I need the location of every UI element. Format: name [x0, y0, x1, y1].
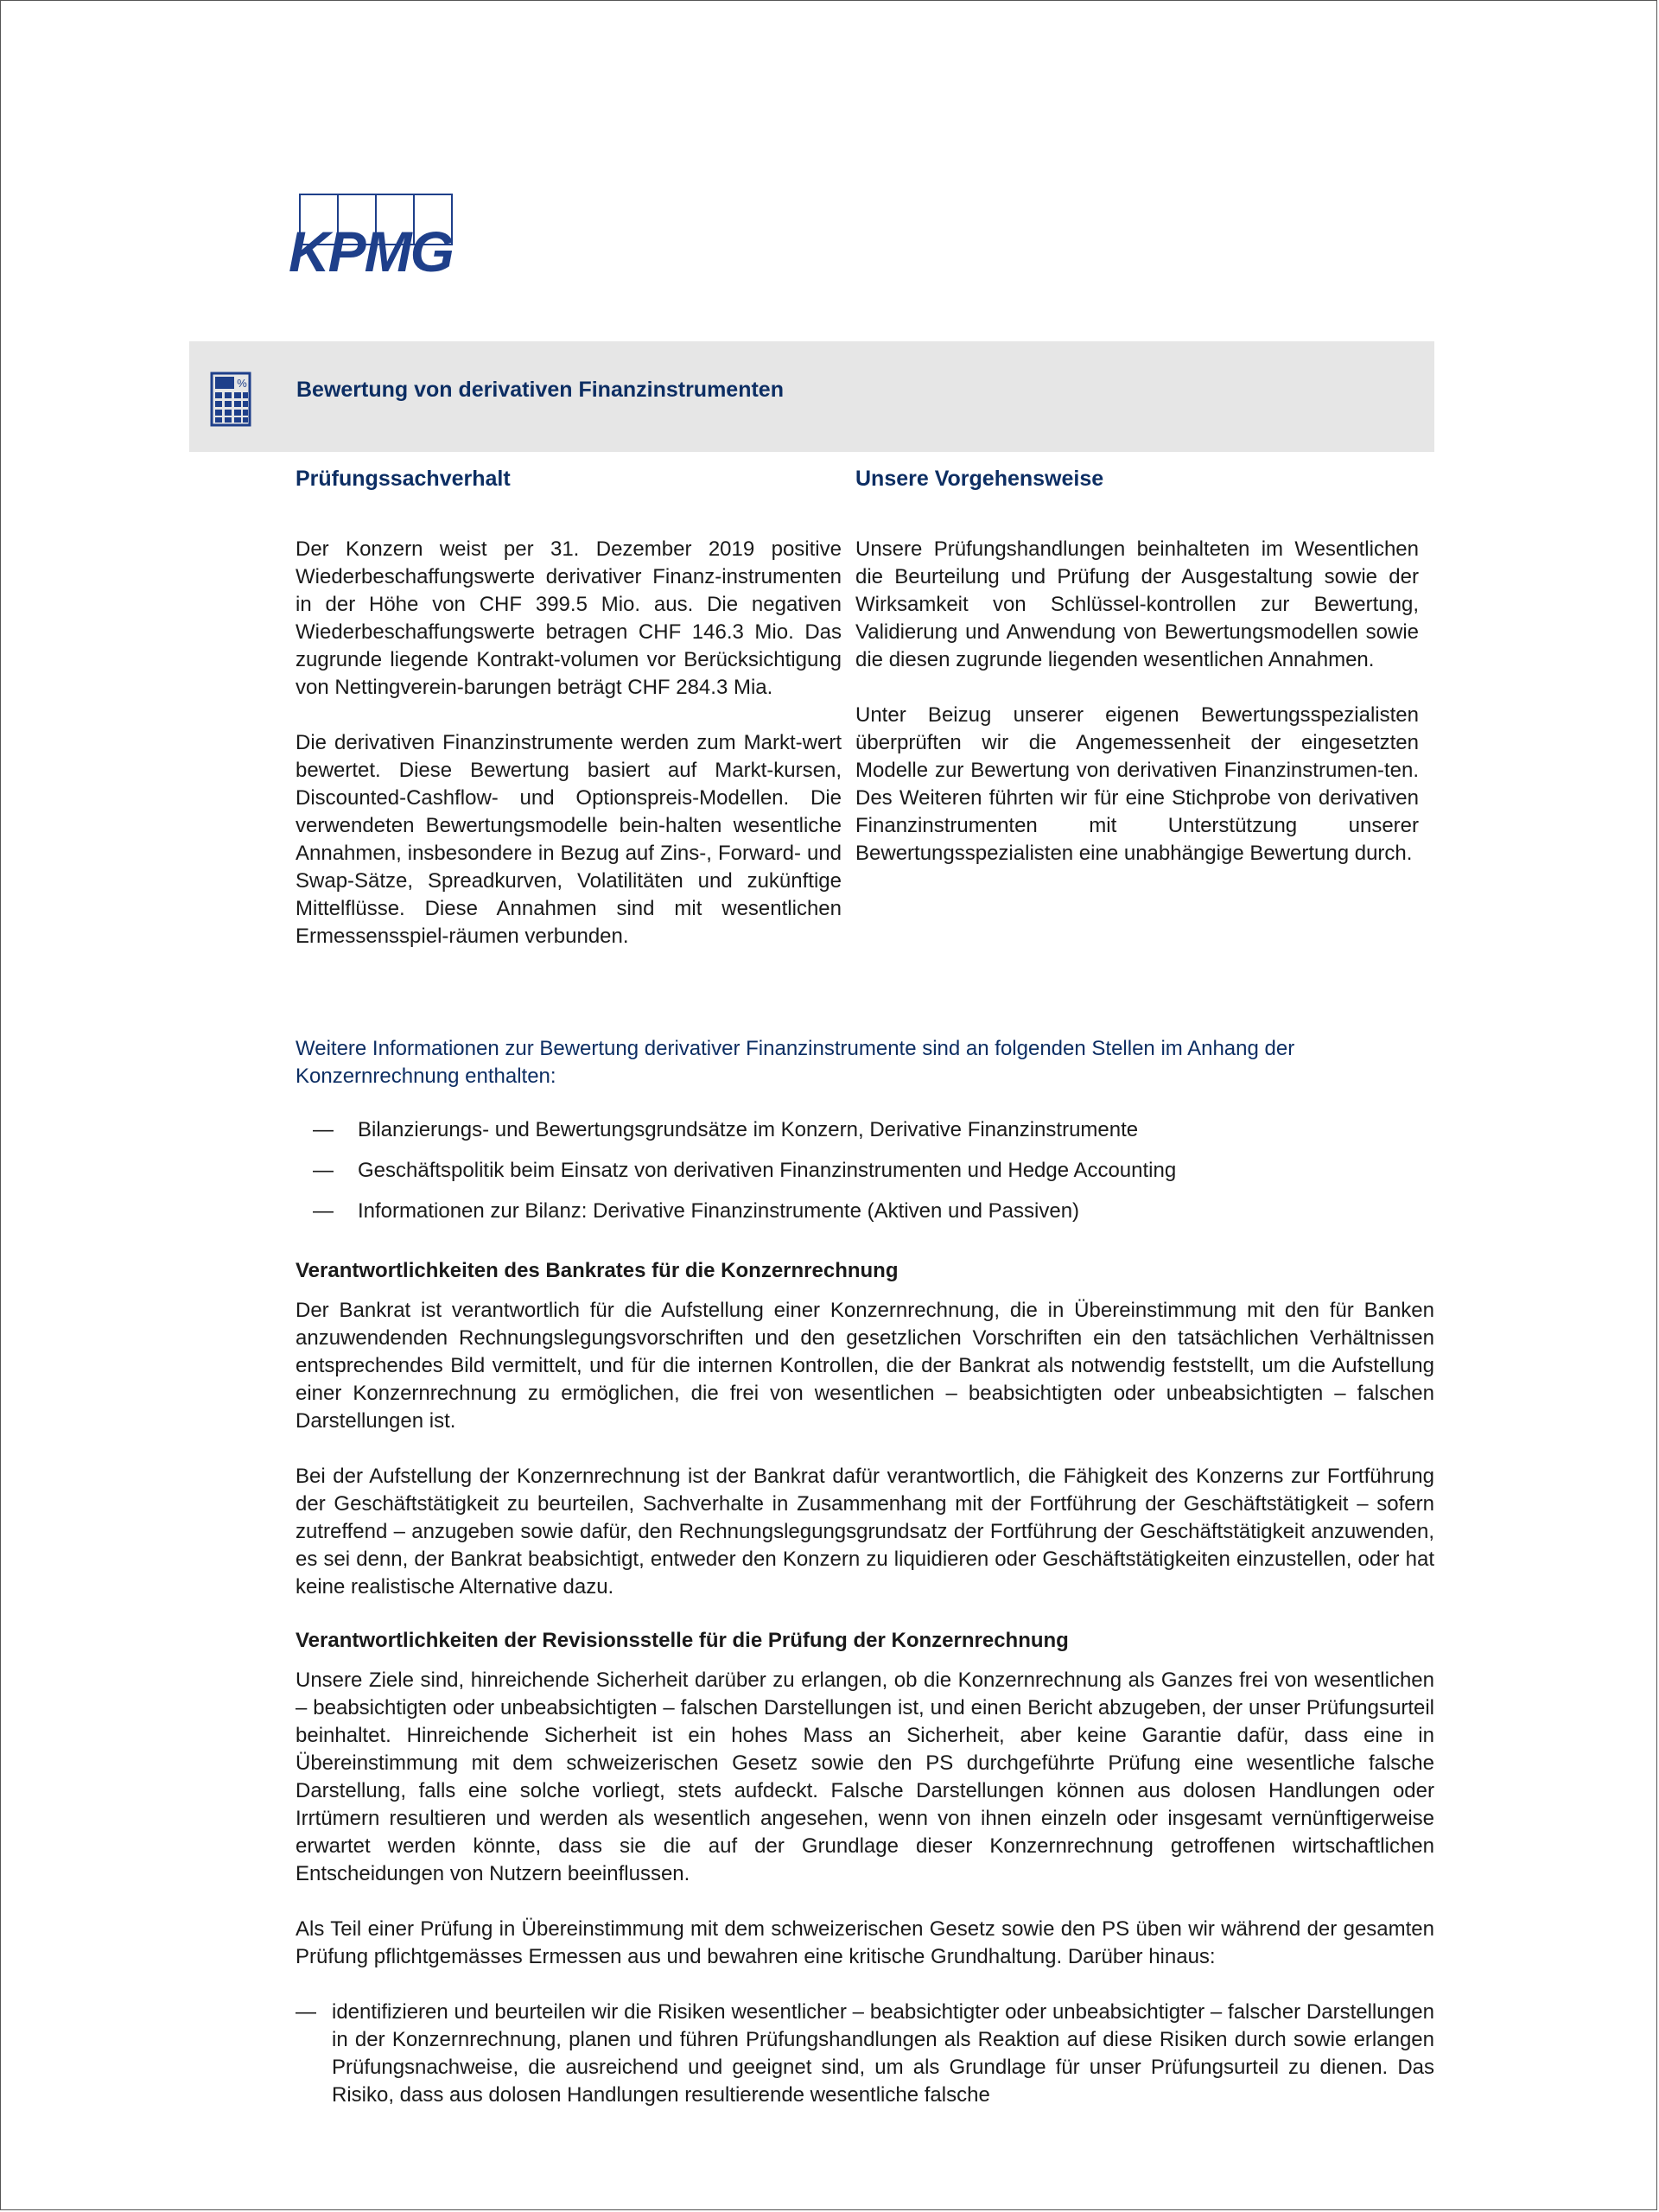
left-paragraph: Der Konzern weist per 31. Dezember 2019 positive Wiederbeschaffungswerte derivativer Finanz-instrumenten in der Höhe von CHF 399.5 Mio. aus. Die negativen Wiederbeschaffungswerte betragen CHF 146.3 Mio. Das zugrunde liegende Kontrakt-volumen vor Berücksichtigung von Nettingverein-barungen beträgt CHF 284.3 Mia.	[296, 537, 842, 699]
section-heading: Verantwortlichkeiten des Bankrates für die Konzernrechnung	[296, 1259, 899, 1282]
reference-list	[313, 1116, 1419, 1238]
list-item-text: Informationen zur Bilanz: Derivative Finanzinstrumente (Aktiven und Passiven)	[358, 1199, 1080, 1223]
revision-section	[296, 1627, 1434, 2109]
dash-bullet: —	[313, 1199, 334, 1223]
right-column	[855, 536, 1419, 895]
left-column	[296, 536, 842, 978]
svg-text:%: %	[237, 377, 247, 390]
bankrat-section	[296, 1257, 1434, 1629]
dash-bullet: —	[313, 1159, 334, 1182]
section-heading: Verantwortlichkeiten der Revisionsstelle für die Prüfung der Konzernrechnung	[296, 1629, 1069, 1652]
list-item	[296, 1999, 1434, 2109]
list-item-text: identifizieren und beurteilen wir die Risiken wesentlicher – beabsichtigter oder unbeabsichtigter – falscher Darstellungen in der Konzernrechnung, planen und führen Prüfungshandlungen als Reaktion auf diese Risiken durch sowie erlangen Prüfungsnachweise, die ausreichend und geeignet sind, um als Grundlage für unser Prüfungsurteil zu dienen. Das Risiko, dass aus dolosen Handlungen resultierende wesentliche falsche	[332, 2000, 1434, 2107]
kpmg-logo	[289, 194, 479, 283]
section-paragraph: Als Teil einer Prüfung in Übereinstimmung mit dem schweizerischen Gesetz sowie den PS üben wir während der gesamten Prüfung pflichtgemässes Ermessen aus und bewahren eine kritische Grundhaltung. Darüber hinaus:	[296, 1917, 1434, 1968]
section-paragraph: Der Bankrat ist verantwortlich für die Aufstellung einer Konzernrechnung, die in Übereinstimmung mit den für Banken anzuwendenden Rechnungslegungsvorschriften und den gesetzlichen Vorschriften ein den tatsächlichen Verhältnissen entsprechendes Bild vermittelt, und für die internen Kontrollen, die der Bankrat als notwendig feststellt, um die Aufstellung einer Konzernrechnung zu ermöglichen, die frei von wesentlichen – beabsichtigten oder unbeabsichtigten – falschen Darstellungen ist.	[296, 1299, 1434, 1433]
section-paragraph: Bei der Aufstellung der Konzernrechnung ist der Bankrat dafür verantwortlich, die Fähigkeit des Konzerns zur Fortführung der Geschäftstätigkeit zu beurteilen, Sachverhalte in Zusammenhang mit der Fortführung der Geschäftstätigkeit – sofern zutreffend – anzugeben sowie dafür, den Rechnungslegungsgrundsatz der Fortführung der Geschäftstätigkeit anzuwenden, es sei denn, der Bankrat beabsichtigt, entweder den Konzern zu liquidieren oder Geschäftstätigkeiten einzustellen, oder hat keine realistische Alternative dazu.	[296, 1465, 1434, 1599]
right-paragraph: Unsere Prüfungshandlungen beinhalteten im Wesentlichen die Beurteilung und Prüfung der Ausgestaltung sowie der Wirksamkeit von Schlüssel-kontrollen zur Bewertung, Validierung und Anwendung von Bewertungsmodellen sowie die diesen zugrunde liegenden wesentlichen Annahmen.	[855, 537, 1419, 671]
list-item-text: Bilanzierungs- und Bewertungsgrundsätze im Konzern, Derivative Finanzinstrumente	[358, 1118, 1139, 1141]
right-paragraph: Unter Beizug unserer eigenen Bewertungsspezialisten überprüften wir die Angemessenheit der eingesetzten Modelle zur Bewertung von derivativen Finanzinstrumen-ten. Des Weiteren führten wir für eine Stichprobe von derivativen Finanzinstrumenten mit Unterstützung unserer Bewertungsspezialisten eine unabhängige Bewertung durch.	[855, 703, 1419, 865]
section-paragraph: Unsere Ziele sind, hinreichende Sicherheit darüber zu erlangen, ob die Konzernrechnung als Ganzes frei von wesentlichen – beabsichtigten oder unbeabsichtigten – falschen Darstellungen ist, und einen Bericht abzugeben, der unser Prüfungsurteil beinhaltet. Hinreichende Sicherheit ist ein hohes Mass an Sicherheit, aber keine Garantie dafür, dass eine in Übereinstimmung mit dem schweizerischen Gesetz sowie den PS durchgeführte Prüfung eine wesentliche falsche Darstellung, falls eine solche vorliegt, stets aufdeckt. Falsche Darstellungen können aus dolosen Handlungen oder Irrtümern resultieren und werden als wesentlich angesehen, wenn von ihnen einzeln oder insgesamt vernünftigerweise erwartet werden könnte, dass sie die auf der Grundlage dieser Konzernrechnung getroffenen wirtschaftlichen Entscheidungen von Nutzern beeinflussen.	[296, 1669, 1434, 1885]
left-paragraph: Die derivativen Finanzinstrumente werden zum Markt-wert bewertet. Diese Bewertung basiert auf Markt-kursen, Discounted-Cashflow- und Optionspreis-Modellen. Die verwendeten Bewertungsmodelle bein-halten wesentliche Annahmen, insbesondere in Bezug auf Zins-, Forward- und Swap-Sätze, Spreadkurven, Volatilitäten und zukünftige Mittelflüsse. Diese Annahmen sind mit wesentlichen Ermessensspiel-räumen verbunden.	[296, 731, 842, 948]
dash-bullet: —	[296, 2000, 316, 2024]
banner-title: Bewertung von derivativen Finanzinstrumenten	[296, 378, 784, 402]
section-banner	[189, 341, 1434, 452]
list-item	[313, 1198, 1419, 1225]
left-column-heading: Prüfungssachverhalt	[296, 467, 511, 491]
further-info-text: Weitere Informationen zur Bewertung derivativer Finanzinstrumente sind an folgenden Stellen im Anhang der Konzernrechnung enthalten:	[296, 1037, 1295, 1088]
dash-bullet: —	[313, 1118, 334, 1141]
calculator-icon	[210, 372, 251, 427]
list-item	[313, 1157, 1419, 1185]
logo-text: KPMG	[289, 219, 453, 283]
list-item-text: Geschäftspolitik beim Einsatz von derivativen Finanzinstrumenten und Hedge Accounting	[358, 1159, 1177, 1182]
right-column-heading: Unsere Vorgehensweise	[855, 467, 1104, 491]
list-item	[313, 1116, 1419, 1144]
